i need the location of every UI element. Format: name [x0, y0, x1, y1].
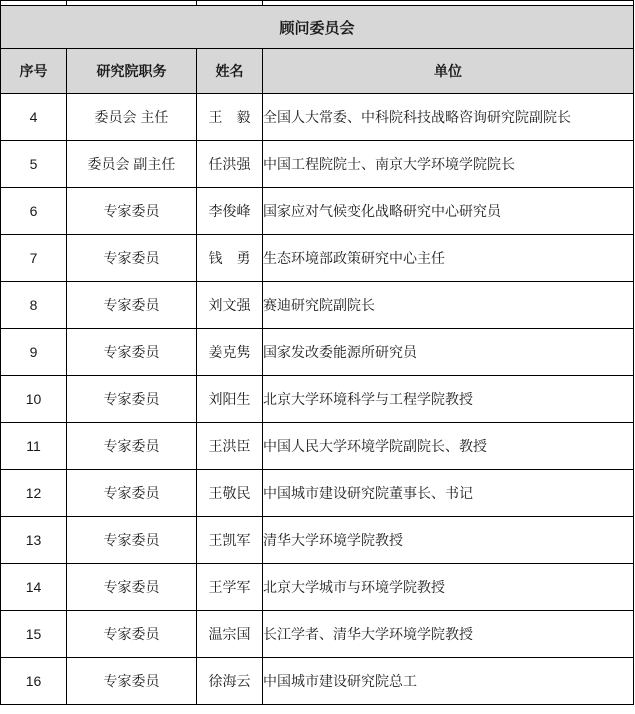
- table-row: [1, 658, 634, 705]
- cell-organization: 中国城市建设研究院董事长、书记: [263, 470, 634, 517]
- cell-institute-position: 专家委员: [67, 423, 197, 470]
- table-row: [1, 517, 634, 564]
- cell-serial-number: 5: [1, 141, 67, 188]
- cell-organization: 全国人大常委、中科院科技战略咨询研究院副院长: [263, 94, 634, 141]
- table-row: [1, 564, 634, 611]
- cell-organization: 国家应对气候变化战略研究中心研究员: [263, 188, 634, 235]
- column-header-name: 姓名: [197, 49, 263, 94]
- cell-serial-number: 8: [1, 282, 67, 329]
- cell-serial-number: 15: [1, 611, 67, 658]
- cell-person-name: 刘阳生: [197, 376, 263, 423]
- cell-organization: 中国人民大学环境学院副院长、教授: [263, 423, 634, 470]
- cell-serial-number: 4: [1, 94, 67, 141]
- cell-institute-position: 专家委员: [67, 658, 197, 705]
- table-row: [1, 94, 634, 141]
- cell-serial-number: 7: [1, 235, 67, 282]
- cell-organization: 国家发改委能源所研究员: [263, 329, 634, 376]
- table-row: [1, 376, 634, 423]
- table-row: [1, 141, 634, 188]
- cell-institute-position: 专家委员: [67, 564, 197, 611]
- cell-serial-number: 12: [1, 470, 67, 517]
- cell-serial-number: 14: [1, 564, 67, 611]
- cell-person-name: 徐海云: [197, 658, 263, 705]
- table-row: [1, 188, 634, 235]
- cell-institute-position: 专家委员: [67, 376, 197, 423]
- cell-person-name: 王凯军: [197, 517, 263, 564]
- cell-institute-position: 专家委员: [67, 517, 197, 564]
- cell-organization: 清华大学环境学院教授: [263, 517, 634, 564]
- cell-organization: 生态环境部政策研究中心主任: [263, 235, 634, 282]
- cell-institute-position: 专家委员: [67, 235, 197, 282]
- column-header-title: 研究院职务: [67, 49, 197, 94]
- cell-organization: 北京大学环境科学与工程学院教授: [263, 376, 634, 423]
- cell-institute-position: 专家委员: [67, 470, 197, 517]
- cell-person-name: 李俊峰: [197, 188, 263, 235]
- cell-serial-number: 16: [1, 658, 67, 705]
- table-row: [1, 235, 634, 282]
- cell-serial-number: 10: [1, 376, 67, 423]
- table-body: [1, 1, 634, 705]
- cell-institute-position: 专家委员: [67, 188, 197, 235]
- cell-organization: 北京大学城市与环境学院教授: [263, 564, 634, 611]
- cell-person-name: 王敬民: [197, 470, 263, 517]
- cell-organization: 长江学者、清华大学环境学院教授: [263, 611, 634, 658]
- table-row: [1, 329, 634, 376]
- cell-organization: 中国工程院院士、南京大学环境学院院长: [263, 141, 634, 188]
- cell-serial-number: 11: [1, 423, 67, 470]
- cell-person-name: 王洪臣: [197, 423, 263, 470]
- table-row: [1, 470, 634, 517]
- cell-institute-position: 专家委员: [67, 329, 197, 376]
- table-row: [1, 282, 634, 329]
- cell-person-name: 钱 勇: [197, 235, 263, 282]
- section-title-row: [1, 6, 634, 49]
- cell-serial-number: 9: [1, 329, 67, 376]
- table-row: [1, 423, 634, 470]
- cell-person-name: 任洪强: [197, 141, 263, 188]
- cell-organization: 赛迪研究院副院长: [263, 282, 634, 329]
- section-title: 顾问委员会: [1, 6, 634, 49]
- cell-institute-position: 专家委员: [67, 611, 197, 658]
- column-header-no: 序号: [1, 49, 67, 94]
- table-row: [1, 611, 634, 658]
- cell-organization: 中国城市建设研究院总工: [263, 658, 634, 705]
- column-header-org: 单位: [263, 49, 634, 94]
- cell-person-name: 王 毅: [197, 94, 263, 141]
- cell-institute-position: 专家委员: [67, 282, 197, 329]
- cell-serial-number: 13: [1, 517, 67, 564]
- cell-person-name: 姜克隽: [197, 329, 263, 376]
- cell-person-name: 刘文强: [197, 282, 263, 329]
- cell-person-name: 温宗国: [197, 611, 263, 658]
- cell-institute-position: 委员会 主任: [67, 94, 197, 141]
- column-header-row: [1, 49, 634, 94]
- cell-person-name: 王学军: [197, 564, 263, 611]
- cell-institute-position: 委员会 副主任: [67, 141, 197, 188]
- cell-serial-number: 6: [1, 188, 67, 235]
